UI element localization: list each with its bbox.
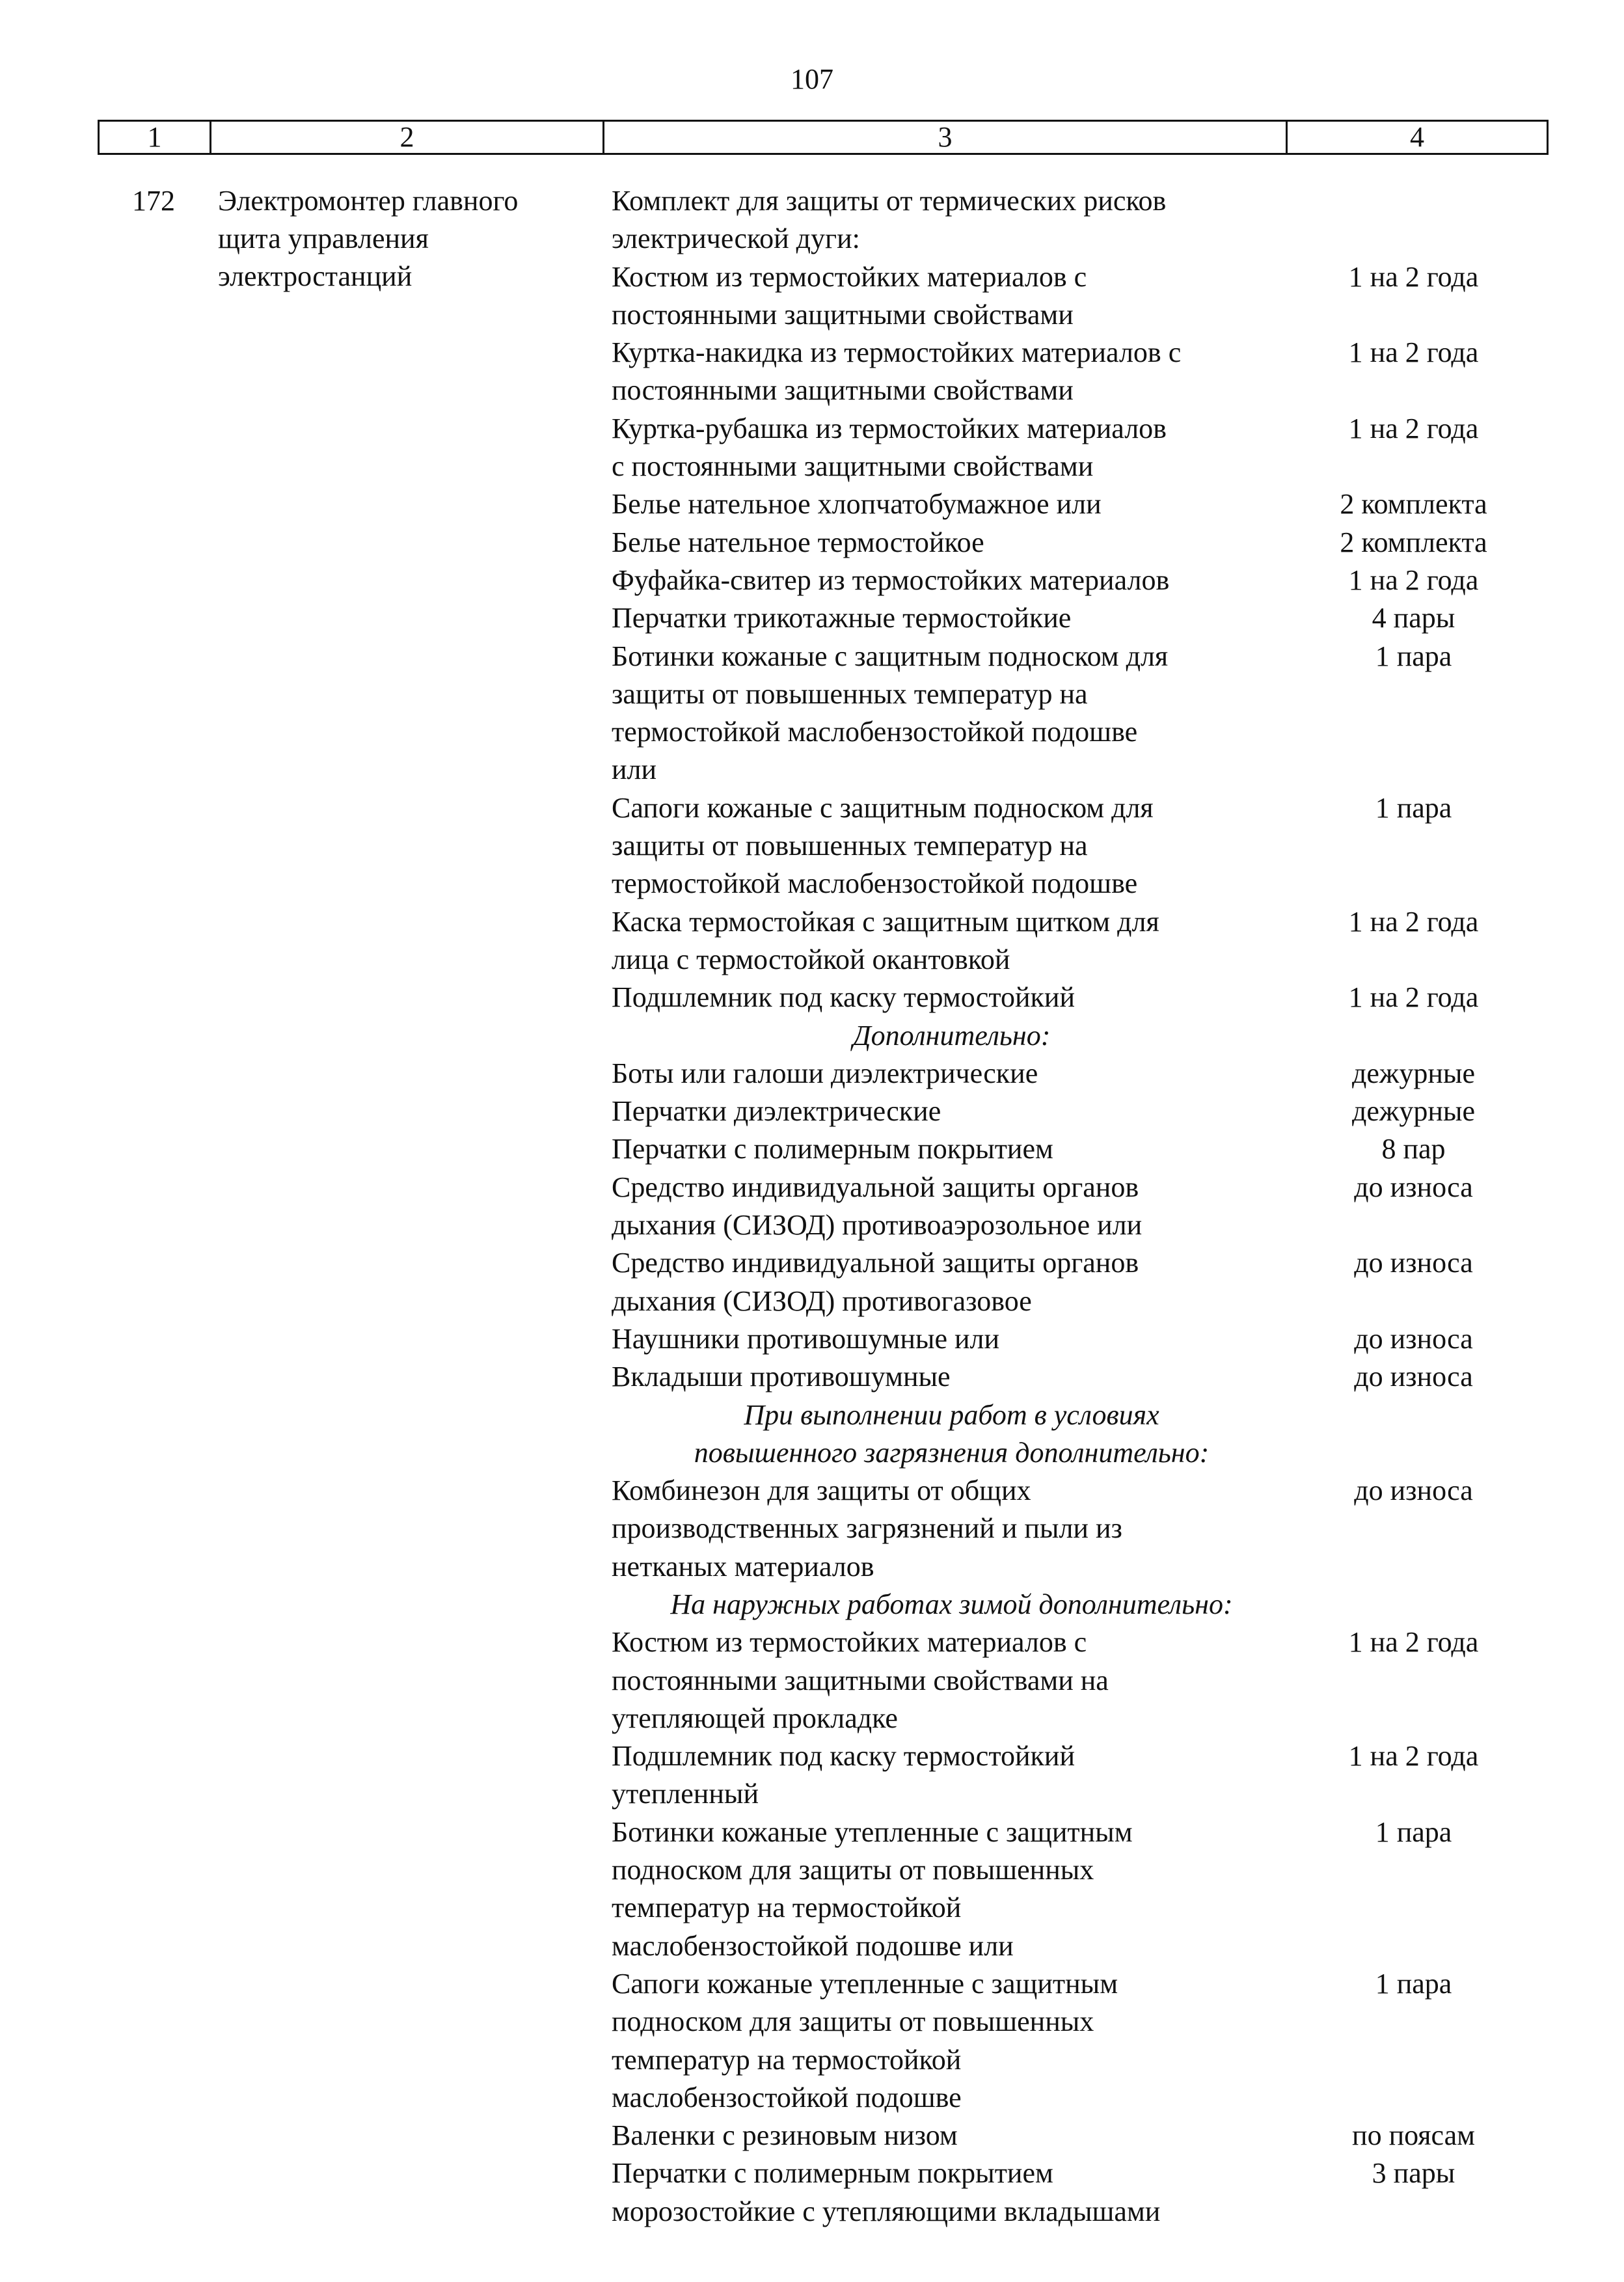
equipment-description-line: маслобензостойкой подошве или: [612, 1929, 1014, 1962]
equipment-description-line: Куртка-накидка из термостойких материалов с: [612, 336, 1182, 369]
equipment-description-line: Средство индивидуальной защиты органов: [612, 1171, 1139, 1203]
equipment-description-line: с постоянными защитными свойствами: [612, 450, 1094, 483]
equipment-row: [612, 599, 1536, 637]
issue-norm: 2 комплекта: [1340, 488, 1487, 521]
section-heading-line: повышенного загрязнения дополнительно:: [694, 1436, 1210, 1469]
equipment-description: [612, 1169, 1292, 1245]
equipment-row: [612, 1130, 1536, 1168]
section-heading-line: Дополнительно:: [852, 1019, 1051, 1052]
equipment-description-line: Белье нательное термостойкое: [612, 526, 984, 558]
equipment-description-line: Подшлемник под каску термостойкий: [612, 1740, 1075, 1773]
issue-norm: 1 на 2 года: [1348, 564, 1479, 596]
section-heading: [612, 1396, 1292, 1473]
profession-line: Электромонтер главного: [218, 185, 519, 217]
equipment-description: [612, 2117, 1292, 2154]
equipment-description: [612, 599, 1292, 637]
equipment-row: [612, 410, 1536, 486]
equipment-row: [612, 1320, 1536, 1358]
issue-norm: дежурные: [1352, 1057, 1475, 1089]
issue-norm: 1 пара: [1375, 1815, 1452, 1848]
equipment-description-line: Белье нательное хлопчатобумажное или: [612, 488, 1102, 521]
equipment-row: [612, 903, 1536, 979]
equipment-description-line: защиты от повышенных температур на: [612, 830, 1088, 862]
equipment-description-line: защиты от повышенных температур на: [612, 677, 1088, 710]
section-heading-line: При выполнении работ в условиях: [744, 1398, 1159, 1431]
equipment-description-line: или: [612, 754, 657, 786]
equipment-description-line: Фуфайка-свитер из термостойких материалов: [612, 564, 1170, 596]
equipment-row: [612, 1623, 1536, 1737]
equipment-row: [612, 1093, 1536, 1130]
issue-norm: 1 на 2 года: [1348, 981, 1479, 1014]
page-number: 107: [791, 63, 833, 95]
equipment-description-line: Боты или галоши диэлектрические: [612, 1057, 1038, 1089]
equipment-row: [612, 182, 1536, 258]
issue-norm: дежурные: [1352, 1095, 1475, 1128]
issue-norm: до износа: [1354, 1247, 1473, 1279]
equipment-row: [612, 979, 1536, 1016]
equipment-description: [612, 1130, 1292, 1168]
equipment-description-line: Перчатки с полимерным покрытием: [612, 1133, 1053, 1165]
equipment-description-line: постоянными защитными свойствами: [612, 298, 1074, 331]
equipment-description-line: Костюм из термостойких материалов с: [612, 260, 1087, 293]
equipment-row: [612, 2117, 1536, 2154]
equipment-description: [612, 1965, 1292, 2117]
equipment-description: [612, 1813, 1292, 1965]
equipment-description-line: температур на термостойкой: [612, 2043, 962, 2076]
issue-norm: до износа: [1354, 1361, 1473, 1393]
equipment-row: [612, 1358, 1536, 1396]
equipment-description: [612, 524, 1292, 562]
equipment-description-line: Валенки с резиновым низом: [612, 2119, 958, 2152]
equipment-description-line: Комплект для защиты от термических рисков: [612, 185, 1167, 217]
equipment-list: [612, 182, 1536, 2231]
issue-norm: 1 на 2 года: [1348, 260, 1479, 293]
issue-norm: по поясам: [1352, 2119, 1475, 2152]
equipment-description-line: утепленный: [612, 1778, 759, 1810]
equipment-row: [612, 1965, 1536, 2117]
equipment-row: [612, 1813, 1536, 1965]
equipment-description-line: Куртка-рубашка из термостойких материалов: [612, 412, 1167, 444]
column-header-row: [98, 120, 1549, 155]
equipment-row: [612, 1169, 1536, 1245]
equipment-description-line: Каска термостойкая с защитным щитком для: [612, 905, 1159, 938]
equipment-description: [612, 1093, 1292, 1130]
equipment-row: [612, 485, 1536, 523]
equipment-description-line: постоянными защитными свойствами: [612, 374, 1074, 407]
equipment-description-line: лица с термостойкой окантовкой: [612, 943, 1010, 975]
equipment-description-line: термостойкой маслобензостойкой подошве: [612, 867, 1138, 900]
column-header-2: 2: [211, 122, 604, 153]
equipment-row: [612, 258, 1536, 334]
equipment-description-line: маслобензостойкой подошве: [612, 2081, 962, 2113]
equipment-description-line: подноском для защиты от повышенных: [612, 1854, 1094, 1886]
equipment-description-line: постоянными защитными свойствами на: [612, 1664, 1109, 1696]
equipment-description-line: нетканых материалов: [612, 1550, 874, 1582]
equipment-description: [612, 1737, 1292, 1813]
equipment-description: [612, 334, 1292, 410]
equipment-description: [612, 1244, 1292, 1320]
issue-norm: 1 на 2 года: [1348, 1626, 1479, 1659]
equipment-description: [612, 562, 1292, 599]
equipment-description-line: дыхания (СИЗОД) противогазовое: [612, 1284, 1032, 1317]
equipment-description-line: дыхания (СИЗОД) противоаэрозольное или: [612, 1209, 1143, 1242]
equipment-description-line: Ботинки кожаные с защитным подноском для: [612, 640, 1169, 672]
issue-norm: до износа: [1354, 1171, 1473, 1203]
equipment-description: [612, 1320, 1292, 1358]
profession-line: электростанций: [218, 260, 413, 292]
equipment-description-line: Перчатки с полимерным покрытием: [612, 2157, 1053, 2190]
issue-norm: 8 пар: [1381, 1133, 1446, 1165]
equipment-row: [612, 1055, 1536, 1093]
equipment-description-line: Перчатки диэлектрические: [612, 1095, 941, 1128]
equipment-description: [612, 1055, 1292, 1093]
equipment-description: [612, 258, 1292, 334]
profession-title: [218, 182, 589, 295]
equipment-description-line: электрической дуги:: [612, 223, 860, 255]
equipment-description-line: температур на термостойкой: [612, 1892, 962, 1924]
equipment-description-line: подноском для защиты от повышенных: [612, 2005, 1094, 2038]
column-header-3: 3: [604, 122, 1288, 153]
equipment-row: [612, 334, 1536, 410]
equipment-description: [612, 789, 1292, 903]
equipment-row: [612, 638, 1536, 789]
equipment-description: [612, 979, 1292, 1016]
issue-norm: до износа: [1354, 1474, 1473, 1507]
equipment-description-line: Комбинезон для защиты от общих: [612, 1474, 1031, 1507]
equipment-description: [612, 1623, 1292, 1737]
row-number: 172: [132, 185, 175, 217]
profession-line: щита управления: [218, 223, 429, 254]
issue-norm: 4 пары: [1372, 602, 1455, 634]
issue-norm: 3 пары: [1372, 2157, 1455, 2190]
equipment-description: [612, 903, 1292, 979]
equipment-description-line: Костюм из термостойких материалов с: [612, 1626, 1087, 1659]
equipment-row: [612, 562, 1536, 599]
equipment-description: [612, 1472, 1292, 1586]
equipment-row: [612, 1737, 1536, 1813]
issue-norm: 1 на 2 года: [1348, 336, 1479, 369]
column-header-4: 4: [1410, 121, 1424, 153]
issue-norm: 1 пара: [1375, 1967, 1452, 2000]
issue-norm: 1 на 2 года: [1348, 412, 1479, 444]
column-header-1: 1: [100, 122, 211, 153]
issue-norm: [1292, 182, 1536, 258]
equipment-row: [612, 789, 1536, 903]
equipment-description: [612, 638, 1292, 789]
equipment-description-line: Средство индивидуальной защиты органов: [612, 1247, 1139, 1279]
equipment-description-line: Подшлемник под каску термостойкий: [612, 981, 1075, 1014]
issue-norm: до износа: [1354, 1322, 1473, 1355]
equipment-description-line: термостойкой маслобензостойкой подошве: [612, 716, 1138, 748]
equipment-row: [612, 2154, 1536, 2231]
section-heading-line: На наружных работах зимой дополнительно:: [670, 1588, 1233, 1620]
issue-norm: 1 на 2 года: [1348, 905, 1479, 938]
equipment-row: [612, 1472, 1536, 1586]
equipment-description: [612, 182, 1292, 258]
equipment-description: [612, 485, 1292, 523]
equipment-row: [612, 524, 1536, 562]
equipment-description-line: морозостойкие с утепляющими вкладышами: [612, 2195, 1161, 2227]
section-heading: [612, 1017, 1292, 1055]
equipment-description-line: утепляющей прокладке: [612, 1702, 898, 1734]
equipment-description: [612, 410, 1292, 486]
equipment-description-line: производственных загрязнений и пыли из: [612, 1512, 1122, 1545]
equipment-row: [612, 1244, 1536, 1320]
issue-norm: 1 пара: [1375, 791, 1452, 824]
equipment-description-line: Ботинки кожаные утепленные с защитным: [612, 1815, 1133, 1848]
equipment-description-line: Перчатки трикотажные термостойкие: [612, 602, 1072, 634]
equipment-description-line: Сапоги кожаные с защитным подноском для: [612, 791, 1154, 824]
section-heading: [612, 1586, 1292, 1623]
issue-norm: 2 комплекта: [1340, 526, 1487, 558]
equipment-description: [612, 1358, 1292, 1396]
equipment-description-line: Наушники противошумные или: [612, 1322, 1000, 1355]
issue-norm: 1 пара: [1375, 640, 1452, 672]
equipment-description-line: Сапоги кожаные утепленные с защитным: [612, 1967, 1118, 2000]
equipment-description-line: Вкладыши противошумные: [612, 1361, 951, 1393]
equipment-description: [612, 2154, 1292, 2231]
issue-norm: 1 на 2 года: [1348, 1740, 1479, 1773]
